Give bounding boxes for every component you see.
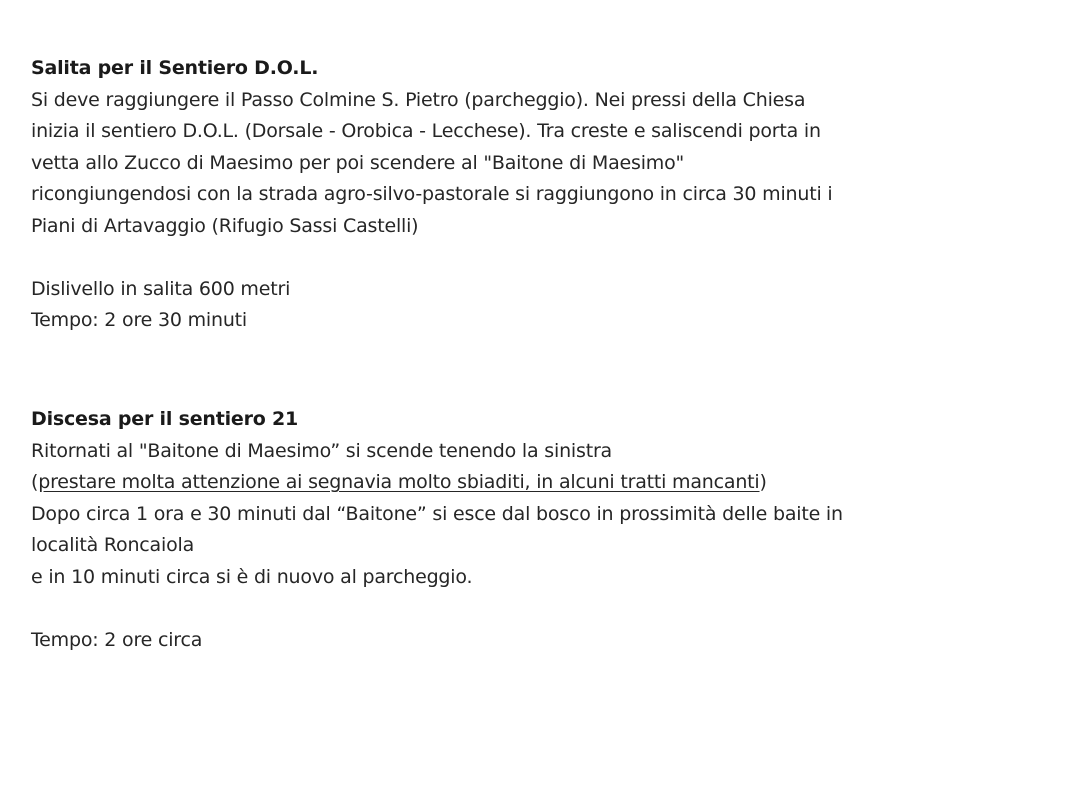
descent-heading: Discesa per il sentiero 21 [31, 408, 299, 430]
ascent-section [31, 53, 832, 337]
ascent-heading: Salita per il Sentiero D.O.L. [31, 57, 319, 79]
descent-line-3: Dopo circa 1 ora e 30 minuti dal “Baitone” si esce dal bosco in prossimità delle baite in [31, 502, 843, 525]
ascent-line-2: inizia il sentiero D.O.L. (Dorsale - Orobica - Lecchese). Tra creste e saliscendi porta in [31, 120, 821, 142]
descent-time: Tempo: 2 ore circa [31, 628, 203, 651]
spacer [31, 242, 832, 274]
ascent-time: Tempo: 2 ore 30 minuti [31, 309, 247, 331]
warning-open-paren: ( [31, 471, 39, 493]
ascent-line-5: Piani di Artavaggio (Rifugio Sassi Castelli) [31, 214, 419, 237]
ascent-line-3: vetta allo Zucco di Maesimo per poi scendere al "Baitone di Maesimo" [31, 151, 685, 174]
ascent-line-1: Si deve raggiungere il Passo Colmine S. Pietro (parcheggio). Nei pressi della Chiesa [31, 88, 806, 111]
warning-close-paren: ) [759, 471, 767, 493]
ascent-elevation: Dislivello in salita 600 metri [31, 277, 291, 300]
descent-line-1: Ritornati al "Baitone di Maesimo” si scende tenendo la sinistra [31, 439, 612, 462]
descent-line-4: località Roncaiola [31, 534, 195, 556]
ascent-line-4: ricongiungendosi con la strada agro-silvo-pastorale si raggiungono in circa 30 minuti i [31, 183, 833, 205]
descent-warning-line [31, 467, 843, 499]
descent-section [31, 404, 843, 656]
descent-warning-text: prestare molta attenzione ai segnavia molto sbiaditi, in alcuni tratti mancanti [38, 471, 760, 493]
spacer [31, 593, 843, 625]
descent-line-5: e in 10 minuti circa si è di nuovo al parcheggio. [31, 565, 473, 588]
